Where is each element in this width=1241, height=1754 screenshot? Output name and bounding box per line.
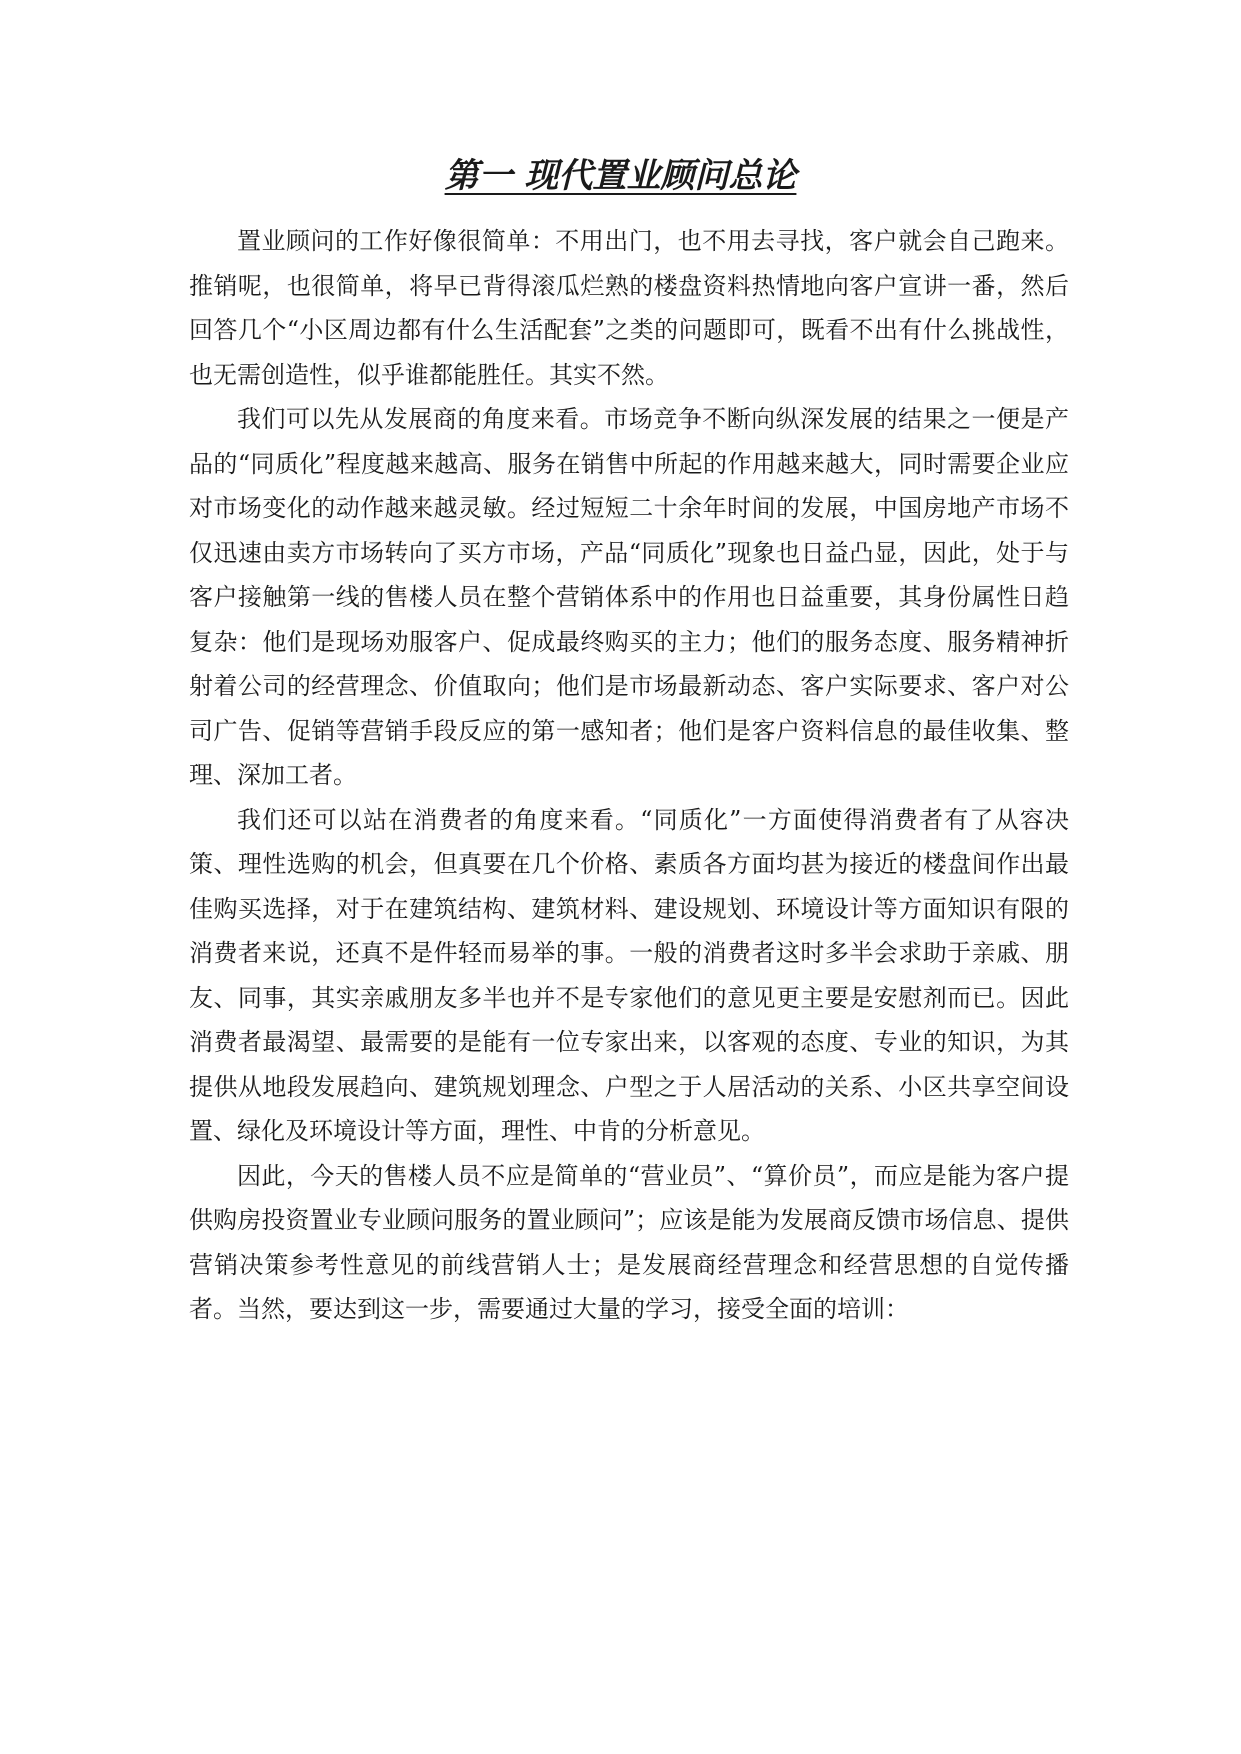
- document-body: [189, 219, 1069, 1332]
- paragraph-4: 因此，今天的售楼人员不应是简单的“营业员”、“算价员”，而应是能为客户提供购房投资置业专业顾问服务的置业顾问”；应该是能为发展商反馈市场信息、提供营销决策参考性意见的前线营销人士；是发展商经营理念和经营思想的自觉传播者。当然，要达到这一步，需要通过大量的学习，接受全面的培训：: [189, 1161, 1069, 1323]
- paragraph-2: 我们可以先从发展商的角度来看。市场竞争不断向纵深发展的结果之一便是产品的“同质化”程度越来越高、服务在销售中所起的作用越来越大，同时需要企业应对市场变化的动作越来越灵敏。经过短短二十余年时间的发展，中国房地产市场不仅迅速由卖方市场转向了买方市场，产品“同质化”现象也日益凸显，因此，处于与客户接触第一线的售楼人员在整个营销体系中的作用也日益重要，其身份属性日趋复杂：他们是现场劝服客户、促成最终购买的主力；他们的服务态度、服务精神折射着公司的经营理念、价值取向；他们是市场最新动态、客户实际要求、客户对公司广告、促销等营销手段反应的第一感知者；他们是客户资料信息的最佳收集、整理、深加工者。: [189, 405, 1069, 789]
- paragraph-3: 我们还可以站在消费者的角度来看。“同质化”一方面使得消费者有了从容决策、理性选购的机会，但真要在几个价格、素质各方面均甚为接近的楼盘间作出最佳购买选择，对于在建筑结构、建筑材料、建设规划、环境设计等方面知识有限的消费者来说，还真不是件轻而易举的事。一般的消费者这时多半会求助于亲戚、朋友、同事，其实亲戚朋友多半也并不是专家他们的意见更主要是安慰剂而已。因此消费者最渴望、最需要的是能有一位专家出来，以客观的态度、专业的知识，为其提供从地段发展趋向、建筑规划理念、户型之于人居活动的关系、小区共享空间设置、绿化及环境设计等方面，理性、中肯的分析意见。: [189, 805, 1069, 1145]
- paragraph-1: 置业顾问的工作好像很简单：不用出门，也不用去寻找，客户就会自己跑来。推销呢，也很简单，将早已背得滚瓜烂熟的楼盘资料热情地向客户宣讲一番，然后回答几个“小区周边都有什么生活配套”之类的问题即可，既看不出有什么挑战性，也无需创造性，似乎谁都能胜任。其实不然。: [189, 227, 1069, 389]
- page-title: 第一 现代置业顾问总论: [444, 156, 797, 196]
